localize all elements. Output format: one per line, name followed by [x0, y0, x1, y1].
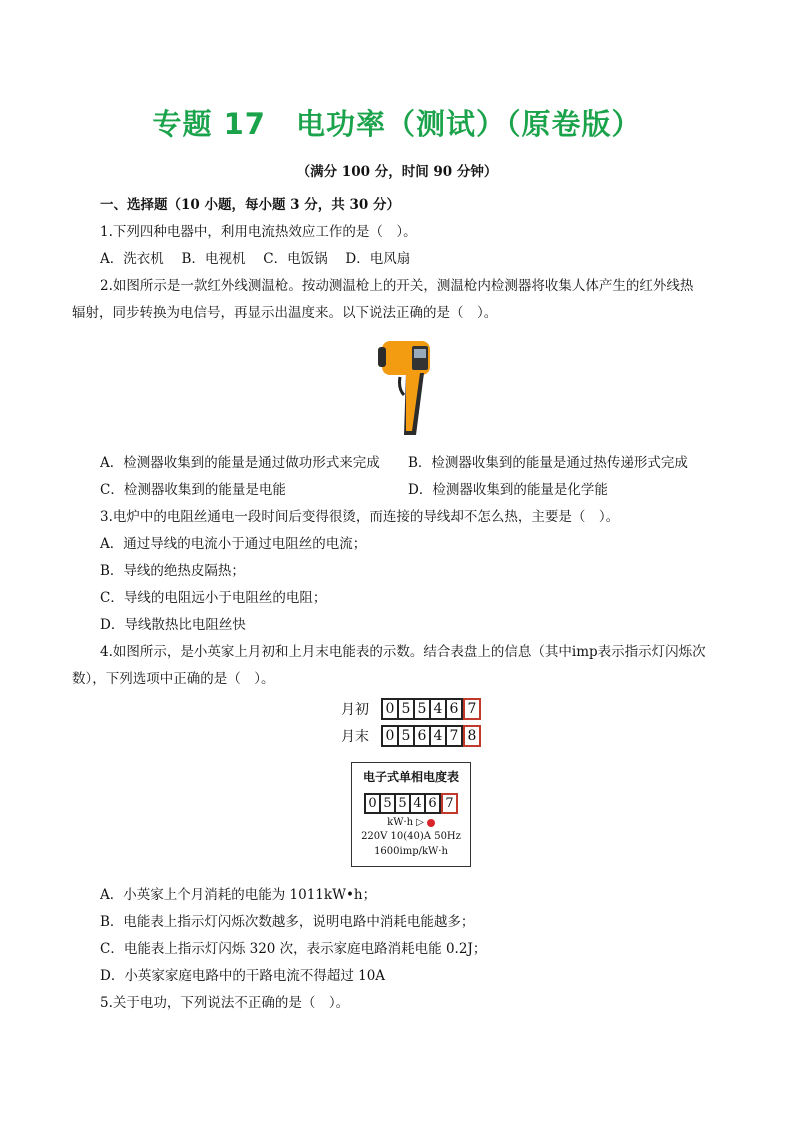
- meter-start-digits: [381, 698, 481, 720]
- digit: 4: [431, 727, 447, 745]
- q4-option-d: D．小英家家庭电路中的干路电流不得超过 10A: [100, 968, 386, 984]
- digit-decimal: 7: [441, 793, 458, 814]
- digit: 7: [447, 727, 463, 745]
- q3-option-b: B．导线的绝热皮隔热；: [100, 563, 245, 579]
- q2-option-d: D．检测器收集到的能量是化学能: [408, 482, 608, 498]
- digit: 5: [381, 795, 396, 812]
- q4-option-b: B．电能表上指示灯闪烁次数越多，说明电路中消耗电能越多；: [100, 914, 475, 930]
- gun-display: [414, 349, 426, 358]
- digit: 6: [415, 727, 431, 745]
- digit-decimal: 8: [463, 725, 481, 747]
- gun-nozzle: [378, 347, 386, 367]
- q4-option-a: A．小英家上个月消耗的电能为 1011kW•h；: [100, 887, 377, 903]
- indicator-led-icon: [427, 819, 435, 827]
- q4-stem-line2: 数），下列选项中正确的是（ ）。: [72, 671, 275, 687]
- meter-panel-title: 电子式单相电度表: [362, 770, 459, 784]
- q1-options: A．洗衣机 B．电视机 C．电饭锅 D．电风扇: [100, 251, 411, 267]
- meter-unit-row: [352, 817, 470, 828]
- digit: 0: [383, 727, 399, 745]
- meter-row-start: [341, 697, 481, 721]
- meter-end-label: 月末: [341, 729, 369, 745]
- thermometer-gun-image: [376, 337, 438, 439]
- digit: 5: [415, 700, 431, 718]
- q2-option-c: C．检测器收集到的能量是电能: [100, 482, 286, 498]
- digit: 4: [411, 795, 426, 812]
- digit-decimal: 7: [463, 698, 481, 720]
- digit: 6: [426, 795, 441, 812]
- digit: 6: [447, 700, 463, 718]
- page-title: 专题 17 电功率（测试）（原卷版）: [152, 107, 642, 141]
- q3-option-a: A．通过导线的电流小于通过电阻丝的电流；: [100, 536, 367, 552]
- q2-stem-line1: 2.如图所示是一款红外线测温枪。按动测温枪上的开关，测温枪内检测器将收集人体产生的红外线热: [100, 278, 694, 294]
- q3-option-c: C．导线的电阻远小于电阻丝的电阻；: [100, 590, 327, 606]
- q3-stem: 3.电炉中的电阻丝通电一段时间后变得很烫，而连接的导线却不怎么热，主要是（ ）。: [100, 509, 620, 525]
- play-arrow-icon: ▷: [416, 817, 424, 828]
- meter-end-digits: [381, 725, 481, 747]
- meter-spec-1: 220V 10(40)A 50Hz: [361, 831, 461, 842]
- digit: 5: [396, 795, 411, 812]
- digit: 5: [399, 727, 415, 745]
- electric-meter-panel: [351, 762, 471, 867]
- q2-stem-line2: 辐射，同步转换为电信号，再显示出温度来。以下说法正确的是（ ）。: [72, 305, 498, 321]
- meter-unit: kW·h: [387, 817, 414, 828]
- page-subtitle: （满分 100 分，时间 90 分钟）: [296, 164, 498, 180]
- digit: 0: [366, 795, 381, 812]
- meter-readings: [341, 697, 481, 751]
- gun-trigger: [400, 377, 405, 395]
- meter-row-end: [341, 724, 481, 748]
- digit: 5: [399, 700, 415, 718]
- section-heading: 一、选择题（10 小题，每小题 3 分，共 30 分）: [100, 197, 400, 213]
- q2-option-a: A．检测器收集到的能量是通过做功形式来完成: [100, 455, 380, 471]
- meter-panel-digits: [364, 793, 458, 814]
- q1-stem: 1.下列四种电器中，利用电流热效应工作的是（ ）。: [100, 224, 417, 240]
- q4-option-c: C．电能表上指示灯闪烁 320 次，表示家庭电路消耗电能 0.2J；: [100, 941, 487, 957]
- q2-option-b: B．检测器收集到的能量是通过热传递形式完成: [408, 455, 688, 471]
- meter-spec-2: 1600imp/kW·h: [374, 846, 448, 857]
- q3-option-d: D．导线散热比电阻丝快: [100, 617, 246, 633]
- digit: 4: [431, 700, 447, 718]
- q5-stem: 5.关于电功，下列说法不正确的是（ ）。: [100, 995, 350, 1011]
- digit: 0: [383, 700, 399, 718]
- meter-start-label: 月初: [341, 702, 369, 718]
- q4-stem-line1: 4.如图所示，是小英家上月初和上月末电能表的示数。结合表盘上的信息（其中imp表示指示灯闪烁次: [100, 644, 706, 660]
